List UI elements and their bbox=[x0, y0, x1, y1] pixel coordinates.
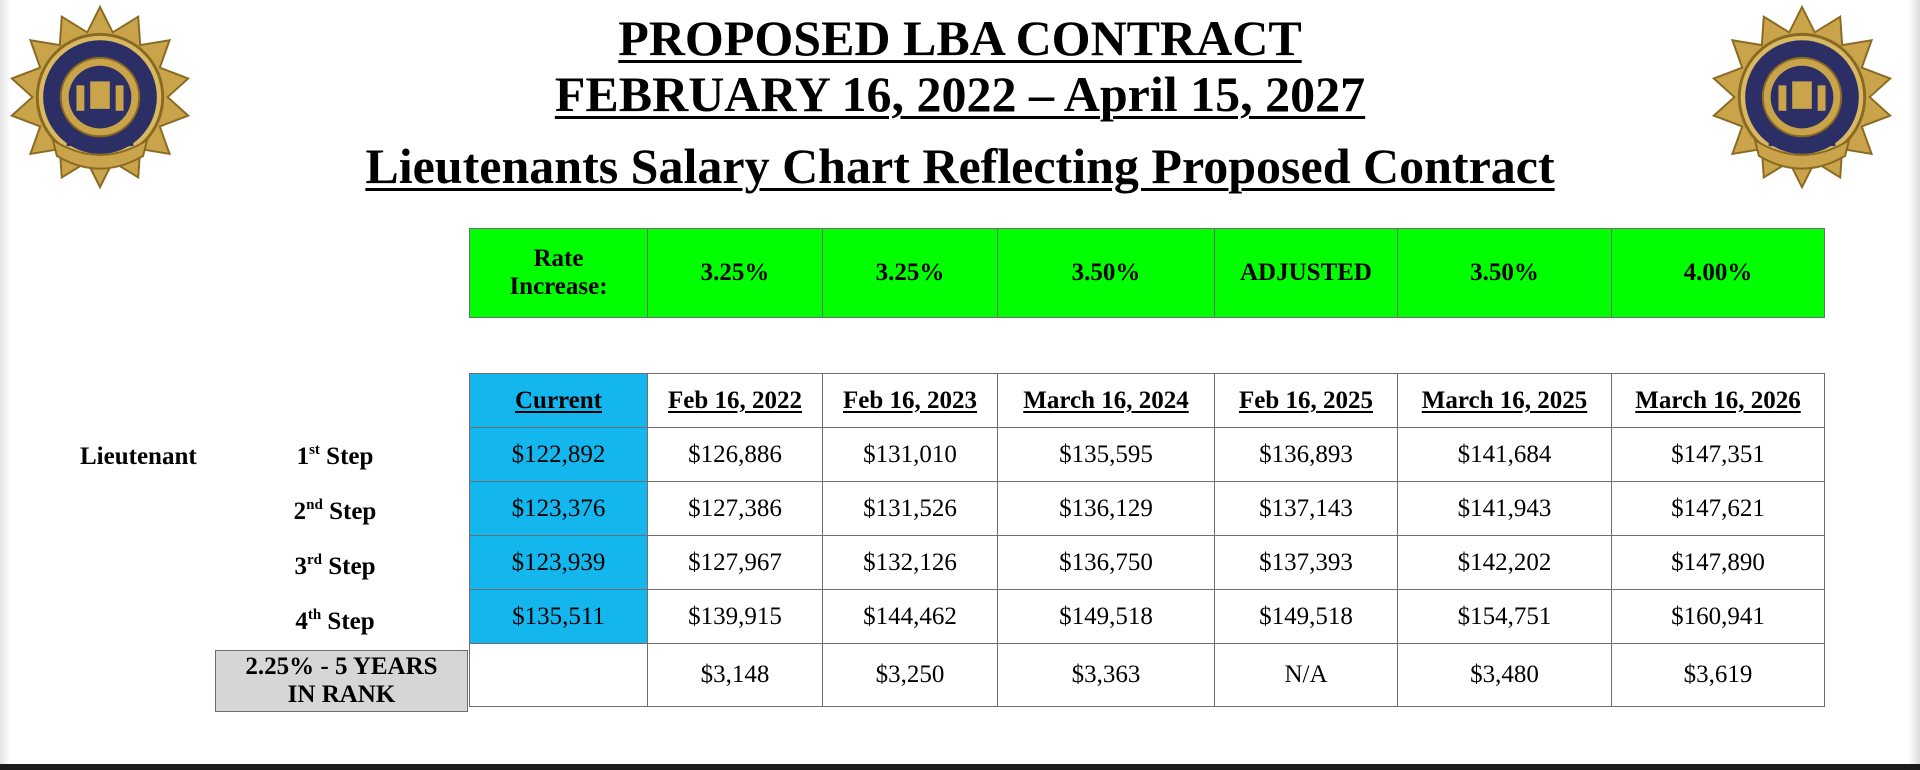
longevity-cell: $3,148 bbox=[648, 644, 823, 707]
salary-cell: $126,886 bbox=[648, 428, 823, 482]
salary-current: $135,511 bbox=[470, 590, 648, 644]
salary-cell: $149,518 bbox=[1215, 590, 1398, 644]
salary-cell: $147,351 bbox=[1612, 428, 1825, 482]
salary-cell: $136,893 bbox=[1215, 428, 1398, 482]
rate-increase-label bbox=[470, 229, 648, 318]
salary-cell: $160,941 bbox=[1612, 590, 1825, 644]
salary-cell: $135,595 bbox=[998, 428, 1215, 482]
header-row bbox=[470, 374, 1825, 428]
header-date: March 16, 2025 bbox=[1398, 374, 1612, 428]
step-label-3: 3rd Step bbox=[294, 552, 376, 580]
salary-cell: $147,621 bbox=[1612, 482, 1825, 536]
salary-cell: $142,202 bbox=[1398, 536, 1612, 590]
salary-current: $123,939 bbox=[470, 536, 648, 590]
contract-period: FEBRUARY 16, 2022 – April 15, 2027 bbox=[554, 66, 1366, 122]
salary-cell: $154,751 bbox=[1398, 590, 1612, 644]
header-date: March 16, 2024 bbox=[998, 374, 1215, 428]
longevity-cell: $3,619 bbox=[1612, 644, 1825, 707]
salary-cell: $144,462 bbox=[823, 590, 998, 644]
step-label-1: 1st Step bbox=[296, 442, 374, 470]
salary-cell: $137,393 bbox=[1215, 536, 1398, 590]
header-current: Current bbox=[470, 374, 648, 428]
rate-label-line1: Rate bbox=[533, 245, 584, 272]
longevity-cell: $3,363 bbox=[998, 644, 1215, 707]
rate-cell: ADJUSTED bbox=[1215, 229, 1398, 318]
salary-cell: $131,010 bbox=[823, 428, 998, 482]
rate-label-line2: Increase: bbox=[509, 273, 608, 300]
salary-current: $123,376 bbox=[470, 482, 648, 536]
page-title: PROPOSED LBA CONTRACT bbox=[618, 10, 1302, 66]
bottom-bar bbox=[0, 764, 1920, 770]
table-row bbox=[470, 590, 1825, 644]
longevity-current bbox=[470, 644, 648, 707]
header-date: Feb 16, 2023 bbox=[823, 374, 998, 428]
salary-current: $122,892 bbox=[470, 428, 648, 482]
rate-cell: 3.25% bbox=[648, 229, 823, 318]
salary-cell: $141,943 bbox=[1398, 482, 1612, 536]
rate-row bbox=[470, 229, 1825, 318]
longevity-label: 2.25% - 5 YEARS IN RANK bbox=[215, 650, 468, 712]
longevity-row bbox=[470, 644, 1825, 707]
step-label-2: 2nd Step bbox=[293, 497, 377, 525]
salary-cell: $136,129 bbox=[998, 482, 1215, 536]
step-label-4: 4th Step bbox=[295, 607, 375, 635]
salary-cell: $132,126 bbox=[823, 536, 998, 590]
salary-cell: $141,684 bbox=[1398, 428, 1612, 482]
header-date: March 16, 2026 bbox=[1612, 374, 1825, 428]
table-row bbox=[470, 428, 1825, 482]
table-row bbox=[470, 482, 1825, 536]
rate-cell: 4.00% bbox=[1612, 229, 1825, 318]
salary-cell: $127,967 bbox=[648, 536, 823, 590]
header-date: Feb 16, 2025 bbox=[1215, 374, 1398, 428]
longevity-cell: N/A bbox=[1215, 644, 1398, 707]
rank-label: Lieutenant bbox=[80, 443, 197, 470]
chart-heading: Lieutenants Salary Chart Reflecting Proposed Contract bbox=[365, 138, 1555, 194]
rate-cell: 3.50% bbox=[998, 229, 1215, 318]
longevity-cell: $3,480 bbox=[1398, 644, 1612, 707]
table-row bbox=[470, 536, 1825, 590]
salary-cell: $127,386 bbox=[648, 482, 823, 536]
salary-table bbox=[469, 373, 1825, 707]
salary-cell: $149,518 bbox=[998, 590, 1215, 644]
salary-cell: $136,750 bbox=[998, 536, 1215, 590]
rate-cell: 3.25% bbox=[823, 229, 998, 318]
salary-cell: $137,143 bbox=[1215, 482, 1398, 536]
longevity-cell: $3,250 bbox=[823, 644, 998, 707]
header-date: Feb 16, 2022 bbox=[648, 374, 823, 428]
salary-cell: $147,890 bbox=[1612, 536, 1825, 590]
salary-cell: $131,526 bbox=[823, 482, 998, 536]
rate-increase-table bbox=[469, 228, 1825, 318]
salary-cell: $139,915 bbox=[648, 590, 823, 644]
rate-cell: 3.50% bbox=[1398, 229, 1612, 318]
